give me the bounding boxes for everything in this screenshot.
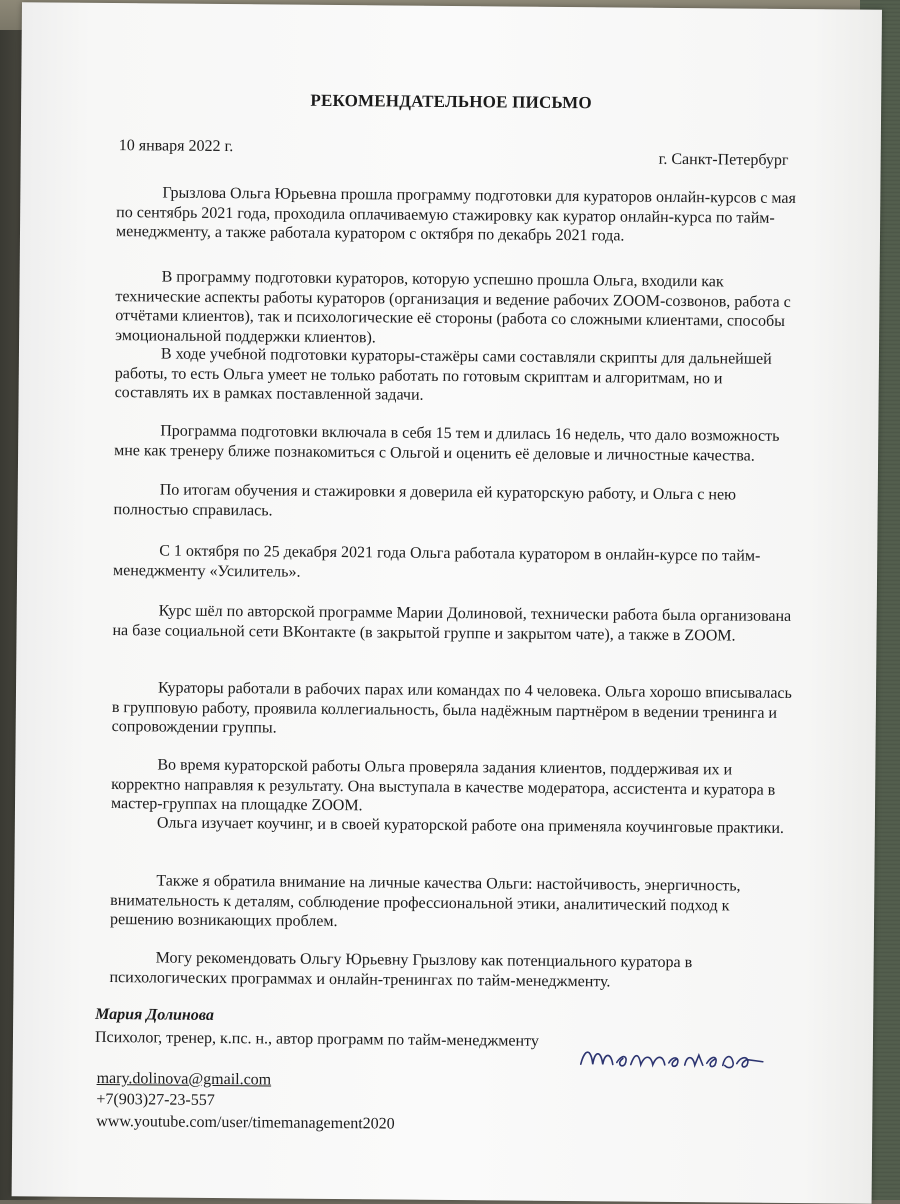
signatory-name: Мария Долинова	[95, 1005, 214, 1024]
paragraph: Ольга изучает коучинг, и в своей кураторской работе она применяла коучинговые практики.	[156, 814, 785, 837]
paragraph: Грызлова Ольга Юрьевна прошла программу подготовки для кураторов онлайн-курсов с мая по сентябрь 2021 года, проходила оплачиваемую стажировку как куратор онлайн-курса по тайм-менеджменту, а также работала куратором с октября по декабрь 2021 года.	[115, 184, 796, 245]
paragraph: В программу подготовки кураторов, которую успешно прошла Ольга, входили как технические аспекты работы кураторов (организация и ведение рабочих ZOOM-созвонов, работа с отчётами клиентов), так и психологические её стороны (работа со сложными клиентами, способы эмоциональной поддержки клиентов).	[115, 268, 791, 346]
paragraph: Курс шёл по авторской программе Марии Долиновой, технически работа была организована на базе социальной сети ВКонтакте (в закрытой группе и закрытом чате), а также в ZOOM.	[112, 602, 792, 644]
paragraph: Во время кураторской работы Ольга проверяла задания клиентов, поддерживая их и корректно направляя к результату. Она выступала в качестве модератора, ассистента и куратора в мастер-группах на площадке ZOOM.	[110, 756, 776, 815]
paragraph: По итогам обучения и стажировки я доверила ей кураторскую работу, и Ольга с нею полностью справилась.	[113, 481, 737, 519]
website-url: www.youtube.com/user/timemanagement2020	[96, 1112, 395, 1133]
letter-title: РЕКОМЕНДАТЕЛЬНОЕ ПИСЬМО	[310, 90, 592, 113]
signatory-role: Психолог, тренер, к.пс. н., автор программ по тайм-менеджменту	[94, 1028, 539, 1050]
email-link[interactable]: mary.dolinova@gmail.com	[96, 1069, 272, 1089]
paragraph: Программа подготовки включала в себя 15 тем и длилась 16 недель, что дало возможность мне как тренеру ближе познакомиться с Ольгой и оценить её деловые и личностные качества.	[114, 422, 780, 465]
handwritten-signature	[573, 1034, 773, 1080]
paragraph: Кураторы работали в рабочих парах или командах по 4 человека. Ольга хорошо вписывалась в групповую работу, проявила коллегиальность, была надёжным партнёром в ведении тренинга и сопровождении группы.	[111, 679, 792, 737]
paragraph: С 1 октября по 25 декабря 2021 года Ольга работала куратором в онлайн-курсе по тайм-менеджменту «Усилитель».	[112, 542, 761, 581]
paragraph: Также я обратила внимание на личные качества Ольги: настойчивость, энергичность, внимательность к деталям, соблюдение профессиональной этики, аналитический подход к решению возникающих проблем.	[109, 872, 741, 931]
paragraph: Могу рекомендовать Ольгу Юрьевну Грызлову как потенциального куратора в психологических программах и онлайн-тренингах по тайм-менеджменту.	[109, 949, 693, 990]
letter-date: 10 января 2022 г.	[118, 137, 234, 156]
paragraph: В ходе учебной подготовки кураторы-стажёры сами составляли скрипты для дальнейшей работы, то есть Ольга умеет не только работать по готовым скриптам и алгоритмам, но и составлять их в рамках поставленной задачи.	[114, 345, 772, 404]
letter-page	[12, 2, 882, 1203]
letter-city: г. Санкт-Петербург	[658, 150, 789, 169]
phone-number: +7(903)27-23-557	[96, 1090, 215, 1109]
